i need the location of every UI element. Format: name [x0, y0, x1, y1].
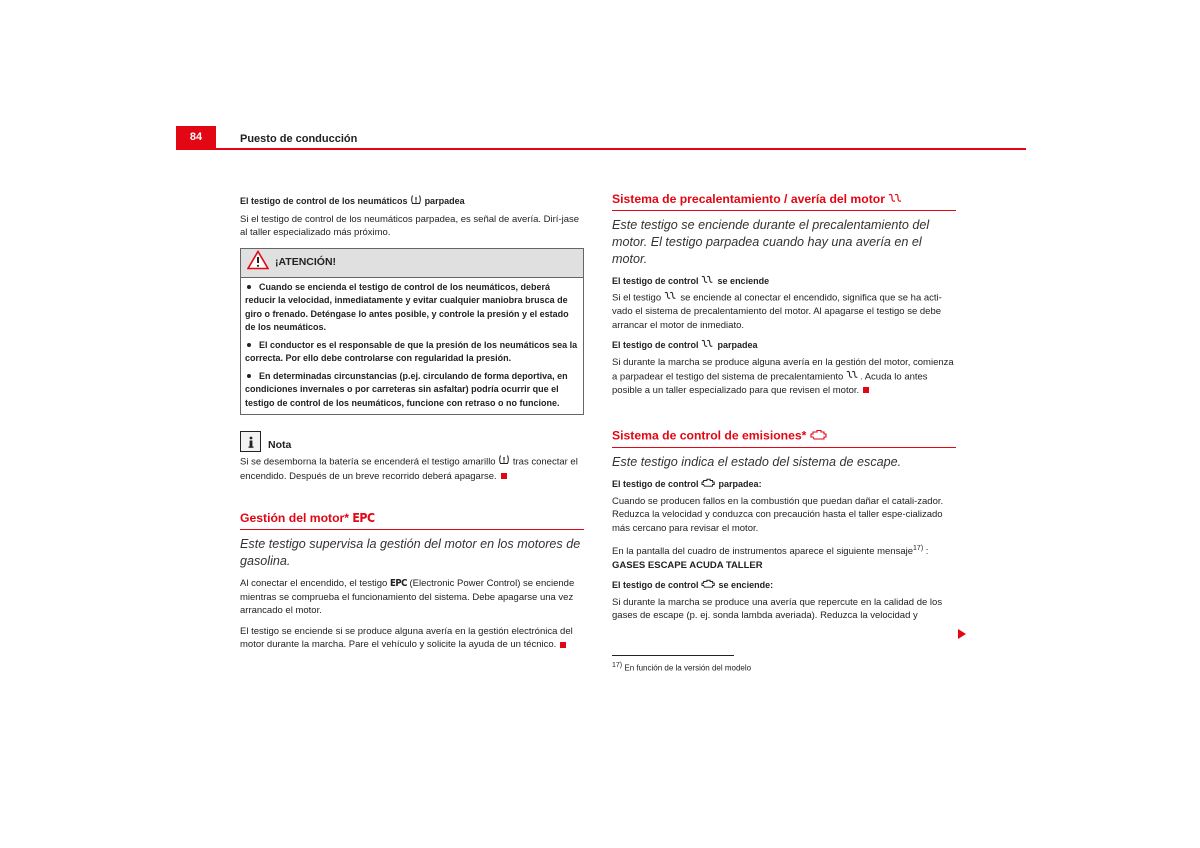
bullet-icon	[247, 285, 251, 289]
tpms-blink-text: Si el testigo de control de los neumáticos parpadea, es señal de avería. Dirí-jase al taller especializado más próximo.	[240, 213, 580, 239]
emissions-lead: Este testigo indica el estado del sistema de escape.	[612, 454, 902, 469]
epc-paragraph: Al conectar el encendido, el testigo EPC (Electronic Power Control) se enciende mientras se comprueba el funcionamiento del sistema. Debe apagarse una vez arrancado el motor.	[240, 578, 575, 617]
warning-item: En determinadas circunstancias (p.ej. circulando de forma deportiva, en condiciones invernales o por carreteras sin asfaltar) podría ocurrir que el testigo de control de los neumáticos, funcione con retraso o no funcione.	[245, 370, 568, 408]
emissions-paragraph: En la pantalla del cuadro de instrumentos aparece el siguiente mensaje$^{17)}$ : GASES ESCAPE ACUDA TALLER	[612, 545, 929, 572]
glow-plug-icon	[701, 339, 715, 353]
tire-pressure-icon	[410, 194, 422, 210]
warning-body	[241, 278, 583, 415]
footnote-mark: 17)	[612, 662, 623, 669]
footnote	[612, 662, 751, 673]
emissions-paragraph: Cuando se producen fallos en la combustión que puedan dañar el catali-zador. Reduzca la velocidad y conduzca con precaución hasta el taller espe-cializado más cercano para revisar el motor.	[612, 495, 944, 534]
glow-plug-icon	[888, 193, 904, 207]
warning-title: ¡ATENCIÓN!	[275, 255, 337, 268]
warning-item: Cuando se encienda el testigo de control de los neumáticos, deberá reducir la velocidad, inmediatamente y evitar cualquier maniobra brusca de giro o frenado. Deténgase lo antes posible, y controle la presión y el estado de los neumáticos.	[245, 281, 569, 333]
glow-plug-icon	[846, 370, 860, 384]
glow-paragraph: Si el testigo se enciende al conectar el encendido, significa que se ha acti-vado el sistema de precalentamiento del motor. Al apagarse el testigo se debe arrancar el motor de inmediato.	[612, 292, 942, 331]
glow-sub-on: El testigo de control se enciende	[612, 275, 956, 289]
epc-icon: EPC	[352, 511, 375, 526]
tire-pressure-icon	[498, 454, 510, 470]
epc-paragraph: El testigo se enciende si se produce alguna avería en la gestión electrónica del motor durante la marcha. Pare el vehículo y solicite la ayuda de un técnico.	[240, 625, 573, 651]
section-title: Puesto de conducción	[240, 133, 358, 145]
engine-check-icon	[701, 478, 716, 492]
emissions-sub-blink: El testigo de control parpadea:	[612, 478, 956, 492]
note-title: Nota	[268, 438, 292, 451]
glow-heading: Sistema de precalentamiento / avería del motor	[612, 193, 956, 211]
epc-heading: Gestión del motor* EPC	[240, 512, 584, 530]
warning-item: El conductor es el responsable de que la presión de los neumáticos sea la correcta. Por ello debe controlarse con regularidad la presión.	[245, 339, 578, 364]
emissions-heading: Sistema de control de emisiones*	[612, 429, 956, 448]
warning-box	[240, 248, 584, 416]
glow-paragraph: Si durante la marcha se produce alguna avería en la gestión del motor, comienza a parpadear el testigo del sistema de precalentamiento . Acuda lo antes posible a un taller especializado para que revisen el motor.	[612, 357, 954, 396]
tpms-blink-subtitle: El testigo de control de los neumáticos parpadea	[240, 194, 584, 210]
page-number: 84	[176, 126, 216, 149]
epc-icon: EPC	[389, 578, 407, 590]
engine-check-icon	[810, 429, 828, 444]
glow-plug-icon	[701, 275, 715, 289]
glow-sub-blink: El testigo de control parpadea	[612, 339, 956, 353]
footnote-text: En función de la versión del modelo	[624, 663, 752, 673]
footnote-rule	[612, 655, 734, 656]
bullet-icon	[247, 374, 251, 378]
emissions-sub-on: El testigo de control se enciende:	[612, 579, 956, 593]
glow-lead: Este testigo se enciende durante el precalentamiento del motor. El testigo parpadea cuando hay una avería en el motor.	[612, 217, 930, 266]
glow-plug-icon	[664, 291, 678, 305]
emissions-paragraph: Si durante la marcha se produce una avería que repercute en la calidad de los gases de escape (p. ej. sonda lambda averiada). Reduzca la velocidad y	[612, 596, 943, 622]
end-of-section-icon	[560, 642, 566, 648]
right-column	[612, 193, 956, 630]
end-of-section-icon	[501, 473, 507, 479]
warning-header	[241, 249, 583, 278]
engine-check-icon	[701, 579, 716, 593]
display-message: GASES ESCAPE ACUDA TALLER	[612, 560, 763, 572]
left-column	[240, 194, 584, 659]
end-of-section-icon	[863, 387, 869, 393]
bullet-icon	[247, 343, 251, 347]
info-icon	[240, 431, 261, 452]
note-header	[240, 431, 584, 452]
epc-lead: Este testigo supervisa la gestión del motor en los motores de gasolina.	[240, 537, 581, 569]
header-rule	[176, 148, 1026, 150]
note-text: Si se desemborna la batería se encenderá el testigo amarillo tras conectar el encendido. Después de un breve recorrido deberá apagarse.	[240, 454, 584, 483]
footnote-ref: 17)	[913, 545, 924, 553]
warning-triangle-icon	[247, 250, 269, 275]
next-page-arrow-icon	[957, 627, 967, 645]
